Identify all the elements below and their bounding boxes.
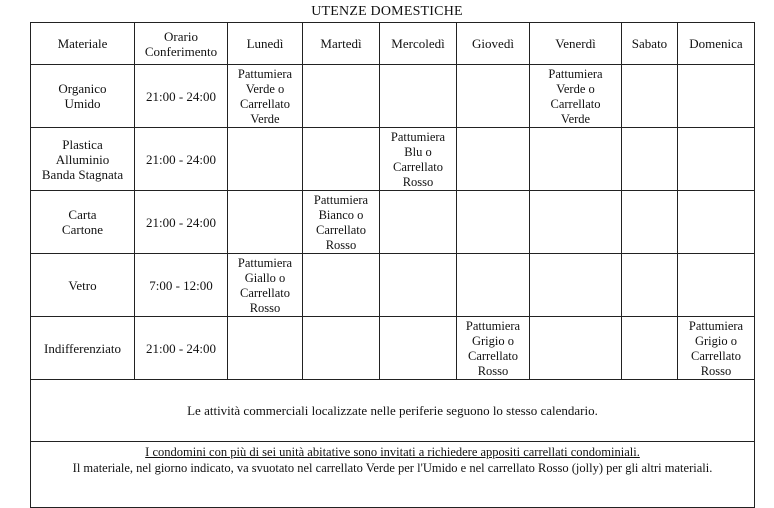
day-cell [530,254,622,317]
material-label-line: Carta [68,207,97,222]
day-cell [303,128,380,191]
material-label-line: Organico [58,81,107,96]
day-cell [380,128,457,191]
note-row-commercial [31,380,755,442]
day-cell [457,128,530,191]
day-cell [380,317,457,380]
day-cell [380,191,457,254]
note-condomini-detail: Il materiale, nel giorno indicato, va svuotato nel carrellato Verde per l'Umido e nel carrellato Rosso (jolly) per gli altri materiali. [72,461,713,475]
day-cell [228,128,303,191]
bin-instruction-line: Blu o [404,145,432,159]
material-label-line: Indifferenziato [44,340,121,356]
day-cell [457,254,530,317]
schedule-row [31,65,755,128]
bin-instruction [303,191,379,253]
material-cell [31,317,135,380]
document-title: UTENZE DOMESTICHE [311,4,463,19]
day-cell [228,191,303,254]
day-cell [303,65,380,128]
day-cell [457,317,530,380]
bin-instruction [530,65,621,127]
header-day-domenica: Domenica [678,23,755,65]
note-row-condomini [31,442,755,508]
bin-instruction-line: Pattumiera [313,193,369,207]
day-cell [678,128,755,191]
bin-instruction-line: Rosso [249,301,281,315]
header-orario-line: Orario [164,28,198,44]
bin-instruction [380,128,456,190]
bin-instruction-line: Pattumiera [688,319,744,333]
header-day-mercoledi: Mercoledì [380,23,457,65]
day-cell [622,254,678,317]
bin-instruction-line: Verde [250,112,280,126]
day-cell [678,65,755,128]
bin-instruction-line: Rosso [700,364,732,378]
header-day-martedi: Martedì [303,23,380,65]
bin-instruction-line: Pattumiera [237,256,293,270]
note-condomini-underlined: I condomini con più di sei unità abitative sono invitati a richiedere appositi carrellati condominiali. [145,445,640,459]
bin-instruction-line: Rosso [402,175,434,189]
schedule-body [31,65,755,508]
day-cell [380,254,457,317]
material-cell [31,191,135,254]
material-label-line: Plastica [62,136,103,152]
material-label-line: Alluminio [55,151,110,167]
header-day-venerdi: Venerdì [530,23,622,65]
hours-cell: 21:00 - 24:00 [135,128,228,191]
bin-instruction-line: Giallo o [244,271,286,285]
day-cell [678,317,755,380]
day-cell [530,191,622,254]
bin-instruction-line: Pattumiera [237,67,293,81]
day-cell [678,191,755,254]
day-cell [530,65,622,128]
day-cell [228,65,303,128]
hours-cell: 21:00 - 24:00 [135,65,228,128]
material-label-line: Vetro [68,277,97,293]
header-day-lunedi: Lunedì [228,23,303,65]
day-cell [622,65,678,128]
bin-instruction-line: Carrellato [240,286,290,300]
bin-instruction-line: Carrellato [550,97,601,111]
bin-instruction [457,317,529,379]
material-label-line: Umido [64,96,101,111]
bin-instruction-line: Rosso [325,238,357,252]
header-materiale: Materiale [31,23,135,65]
hours-cell: 21:00 - 24:00 [135,317,228,380]
bin-instruction-line: Grigio o [471,334,514,348]
schedule-row [31,317,755,380]
day-cell [622,128,678,191]
schedule-row [31,128,755,191]
bin-instruction [228,65,302,127]
day-cell [303,317,380,380]
day-cell [622,191,678,254]
material-label-line: Cartone [61,222,104,237]
day-cell [622,317,678,380]
material-cell [31,65,135,128]
bin-instruction-line: Carrellato [393,160,443,174]
bin-instruction-line: Pattumiera [548,67,603,81]
bin-instruction-line: Grigio o [694,334,737,348]
header-orario-line: Conferimento [144,43,218,59]
bin-instruction-line: Carrellato [468,349,518,363]
day-cell [530,128,622,191]
bin-instruction-line: Carrellato [240,97,290,111]
header-row [31,23,755,65]
schedule-row [31,254,755,317]
note-commercial: Le attività commerciali localizzate nelle periferie seguono lo stesso calendario. [31,380,755,442]
day-cell [678,254,755,317]
day-cell [380,65,457,128]
header-orario [135,23,228,65]
material-cell [31,254,135,317]
bin-instruction-line: Verde [560,112,591,126]
header-day-giovedi: Giovedì [457,23,530,65]
bin-instruction-line: Carrellato [691,349,741,363]
day-cell [228,317,303,380]
day-cell [530,317,622,380]
material-cell [31,128,135,191]
collection-schedule-table [30,22,755,508]
day-cell [303,254,380,317]
bin-instruction-line: Verde o [245,82,285,96]
header-day-sabato: Sabato [622,23,678,65]
bin-instruction-line: Verde o [556,82,595,96]
note-condomini [31,442,755,508]
bin-instruction [228,254,302,316]
bin-instruction-line: Bianco o [318,208,364,222]
day-cell [303,191,380,254]
day-cell [457,65,530,128]
schedule-row [31,191,755,254]
bin-instruction-line: Rosso [477,364,509,378]
hours-cell: 7:00 - 12:00 [135,254,228,317]
bin-instruction-line: Pattumiera [465,319,521,333]
material-label-line: Banda Stagnata [41,166,124,182]
hours-cell: 21:00 - 24:00 [135,191,228,254]
bin-instruction [678,317,754,379]
day-cell [457,191,530,254]
day-cell [228,254,303,317]
bin-instruction-line: Pattumiera [390,130,446,144]
bin-instruction-line: Carrellato [316,223,366,237]
